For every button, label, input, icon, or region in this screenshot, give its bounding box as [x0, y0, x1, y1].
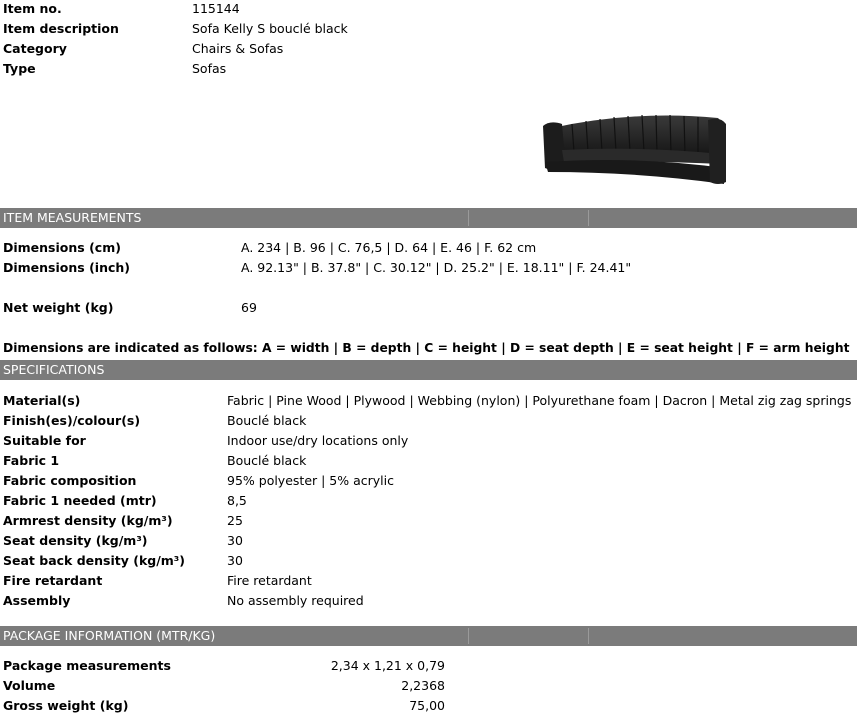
- spec-label: Armrest density (kg/m³): [3, 513, 173, 528]
- spec-value: Indoor use/dry locations only: [227, 433, 409, 448]
- specifications-header: [0, 360, 857, 380]
- spec-label: Fabric 1: [3, 453, 60, 468]
- package-information-header: [0, 626, 857, 646]
- spec-label: Assembly: [3, 593, 71, 608]
- column-divider: [468, 628, 469, 644]
- item-description-value: Sofa Kelly S bouclé black: [192, 21, 348, 36]
- column-divider: [468, 210, 469, 226]
- item-no-value: 115144: [192, 1, 240, 16]
- spec-value: 30: [227, 553, 243, 568]
- spec-value: 30: [227, 533, 243, 548]
- spec-value: Bouclé black: [227, 453, 307, 468]
- category-label: Category: [3, 41, 67, 56]
- dimensions-inch-value: A. 92.13" | B. 37.8" | C. 30.12" | D. 25.2" | E. 18.11" | F. 24.41": [241, 260, 632, 275]
- dimensions-cm-label: Dimensions (cm): [3, 240, 121, 255]
- spec-value: Fabric | Pine Wood | Plywood | Webbing (nylon) | Polyurethane foam | Dacron | Metal zig zag springs: [227, 393, 852, 408]
- spec-label: Fire retardant: [3, 573, 103, 588]
- spec-label: Seat density (kg/m³): [3, 533, 148, 548]
- spec-value: No assembly required: [227, 593, 364, 608]
- type-label: Type: [3, 61, 36, 76]
- spec-label: Finish(es)/colour(s): [3, 413, 141, 428]
- spec-value: Fire retardant: [227, 573, 312, 588]
- sofa-product-image: [538, 112, 728, 192]
- spec-value: 95% polyester | 5% acrylic: [227, 473, 394, 488]
- package-information-title: PACKAGE INFORMATION (MTR/KG): [3, 628, 216, 643]
- package-value: 2,34 x 1,21 x 0,79: [330, 658, 445, 673]
- spec-label: Material(s): [3, 393, 81, 408]
- spec-label: Seat back density (kg/m³): [3, 553, 185, 568]
- spec-label: Suitable for: [3, 433, 86, 448]
- column-divider: [588, 210, 589, 226]
- package-label: Gross weight (kg): [3, 698, 129, 713]
- item-measurements-title: ITEM MEASUREMENTS: [3, 210, 142, 225]
- item-measurements-header: [0, 208, 857, 228]
- spec-value: 8,5: [227, 493, 247, 508]
- package-label: Package measurements: [3, 658, 171, 673]
- package-value: 75,00: [409, 698, 445, 713]
- category-value: Chairs & Sofas: [192, 41, 284, 56]
- spec-label: Fabric composition: [3, 473, 137, 488]
- dimensions-cm-value: A. 234 | B. 96 | C. 76,5 | D. 64 | E. 46 | F. 62 cm: [241, 240, 537, 255]
- item-description-label: Item description: [3, 21, 119, 36]
- specifications-title: SPECIFICATIONS: [3, 362, 105, 377]
- spec-value: Bouclé black: [227, 413, 307, 428]
- dimensions-inch-label: Dimensions (inch): [3, 260, 130, 275]
- spec-label: Fabric 1 needed (mtr): [3, 493, 157, 508]
- net-weight-label: Net weight (kg): [3, 300, 114, 315]
- package-label: Volume: [3, 678, 56, 693]
- item-no-label: Item no.: [3, 1, 62, 16]
- type-value: Sofas: [192, 61, 227, 76]
- spec-value: 25: [227, 513, 243, 528]
- column-divider: [588, 628, 589, 644]
- package-value: 2,2368: [401, 678, 445, 693]
- dimensions-legend: Dimensions are indicated as follows: A = width | B = depth | C = height | D = seat depth | E = seat height | F = arm height: [3, 341, 850, 355]
- net-weight-value: 69: [241, 300, 257, 315]
